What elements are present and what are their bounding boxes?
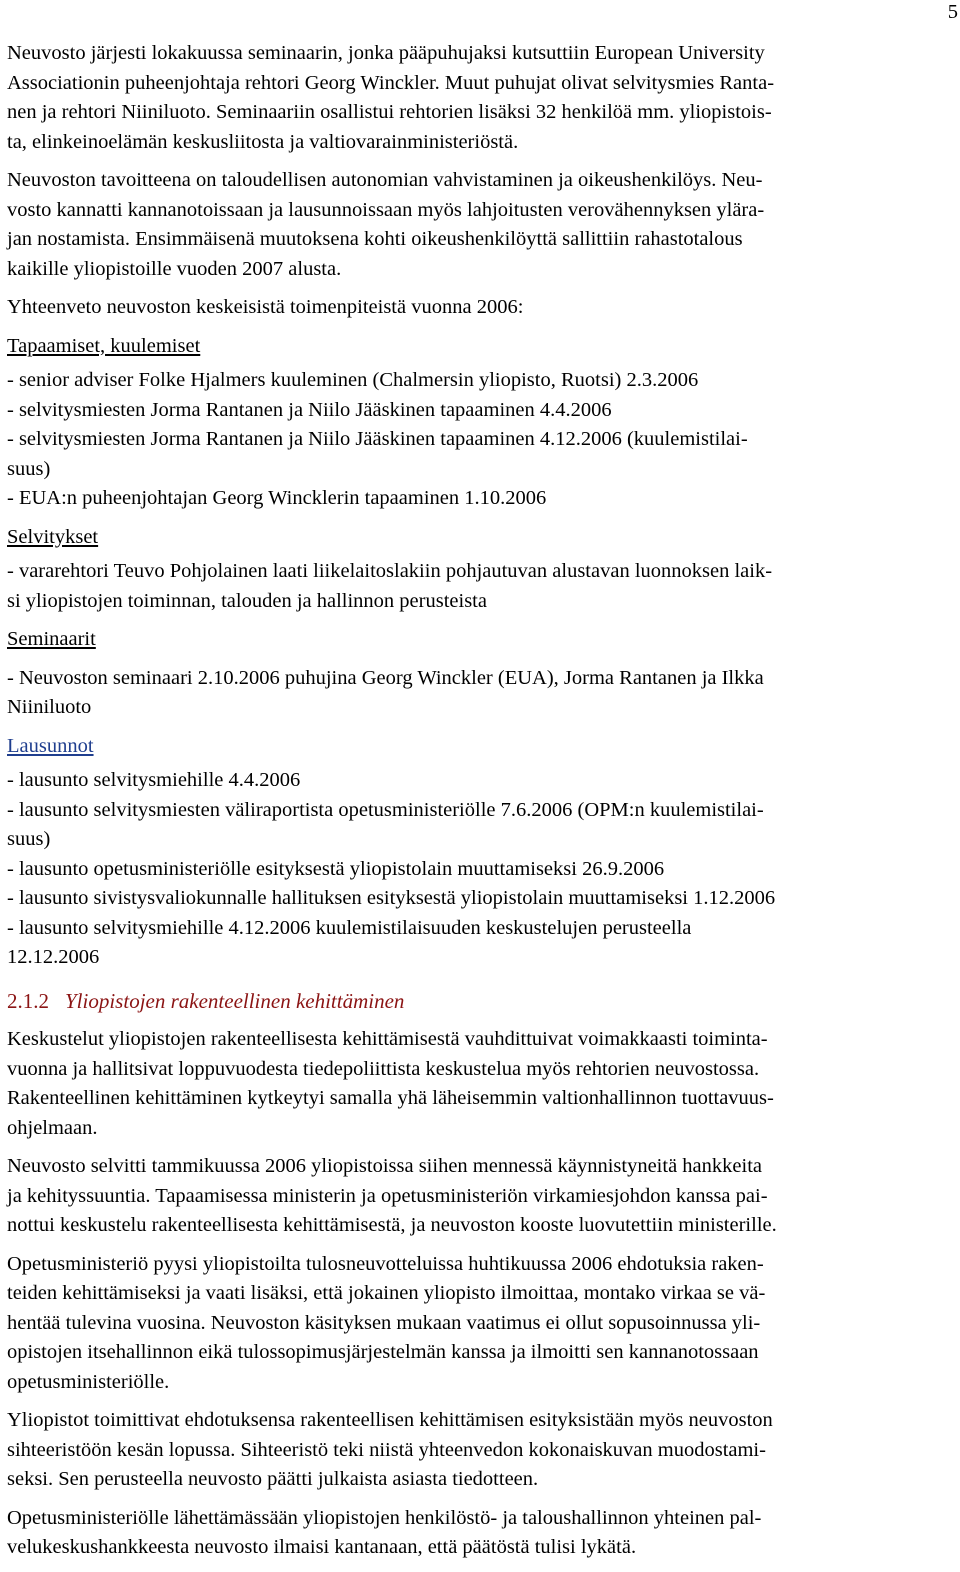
list-item: - lausunto opetusministeriölle esityksestä yliopistolain muuttamiseksi 26.9.2006 bbox=[7, 857, 665, 880]
list-item: suus) bbox=[7, 457, 51, 480]
list-item: - senior adviser Folke Hjalmers kuuleminen (Chalmersin yliopisto, Ruotsi) 2.3.2006 bbox=[7, 369, 699, 391]
text-line: nen ja rehtori Niiniluoto. Seminaariin osallistui rehtorien lisäksi 32 henkilöä mm. yliopistois- bbox=[7, 101, 772, 123]
list-item: - EUA:n puheenjohtajan Georg Wincklerin tapaaminen 1.10.2006 bbox=[7, 487, 547, 509]
list-item: - lausunto sivistysvaliokunnalle hallituksen esityksestä yliopistolain muuttamiseksi 1.12.2006 bbox=[7, 887, 776, 909]
heading-meetings: Tapaamiset, kuulemiset bbox=[7, 334, 201, 357]
list-item: Niiniluoto bbox=[7, 696, 92, 718]
text-line: kaikille yliopistoille vuoden 2007 alusta. bbox=[7, 257, 342, 280]
paragraph-service-center bbox=[7, 1504, 955, 1563]
list-meetings bbox=[7, 366, 955, 514]
list-item: si yliopistojen toiminnan, talouden ja hallinnon perusteista bbox=[7, 589, 487, 612]
paragraph-university-proposals bbox=[7, 1406, 955, 1495]
paragraph-structural-discussion bbox=[7, 1025, 955, 1143]
text-line: Neuvosto selvitti tammikuussa 2006 yliopistoissa siihen mennessä käynnistyneitä hankkeita bbox=[7, 1155, 762, 1177]
text-line: Neuvoston tavoitteena on taloudellisen autonomian vahvistaminen ja oikeushenkilöys. Neu- bbox=[7, 169, 763, 191]
text-line: jan nostamista. Ensimmäisenä muutoksena kohti oikeushenkilöyttä sallittiin rahastotalous bbox=[7, 228, 743, 250]
text-line: opetusministeriölle. bbox=[7, 1370, 170, 1393]
text-line: teiden kehittämiseksi ja vaati lisäksi, että jokainen yliopisto ilmoittaa, montako virkaa se vä- bbox=[7, 1282, 766, 1304]
text-line: seksi. Sen perusteella neuvosto päätti julkaista asiasta tiedotteen. bbox=[7, 1468, 539, 1490]
text-line: nottui keskustelu rakenteellisesta kehittämisestä, ja neuvoston kooste luovutettiin ministerille. bbox=[7, 1214, 777, 1236]
list-seminars bbox=[7, 664, 955, 723]
text-line: opistojen itsehallinnon eikä tulossopimusjärjestelmän kanssa ja ilmoitti sen kannanotossaan bbox=[7, 1341, 759, 1363]
paragraph-ministry-request bbox=[7, 1250, 955, 1398]
text-line: Yhteenveto neuvoston keskeisistä toimenpiteistä vuonna 2006: bbox=[7, 296, 524, 318]
text-line: ta, elinkeinoelämän keskusliitosta ja valtiovarainministeriöstä. bbox=[7, 130, 519, 153]
document-body bbox=[7, 39, 955, 1572]
list-item: - vararehtori Teuvo Pohjolainen laati liikelaitoslakiin pohjautuvan alustavan luonnoksen laik- bbox=[7, 560, 773, 582]
page-number: 5 bbox=[947, 1, 958, 23]
text-line: velukeskushankkeesta neuvosto ilmaisi kantanaan, että päätöstä tulisi lykätä. bbox=[7, 1536, 637, 1558]
text-line: ja kehityssuuntia. Tapaamisessa ministerin ja opetusministeriön virkamiesjohdon kanssa pai- bbox=[7, 1184, 768, 1207]
paragraph-january-survey bbox=[7, 1152, 955, 1241]
list-item: 12.12.2006 bbox=[7, 946, 100, 968]
list-item: - lausunto selvitysmiehille 4.4.2006 bbox=[7, 769, 301, 791]
text-line: Keskustelut yliopistojen rakenteellisesta kehittämisestä vauhdittuivat voimakkaasti toiminta- bbox=[7, 1028, 768, 1050]
list-statements bbox=[7, 766, 955, 973]
text-line: sihteeristöön kesän lopussa. Sihteeristö teki niistä yhteenvedon kokonaiskuvan muodostami- bbox=[7, 1438, 766, 1461]
section-number: 2.1.2 bbox=[7, 988, 49, 1013]
text-line: Yliopistot toimittivat ehdotuksensa rakenteellisen kehittämisen esityksistään myös neuvoston bbox=[7, 1409, 773, 1431]
heading-reports: Selvitykset bbox=[7, 525, 99, 548]
list-item: - lausunto selvitysmiehille 4.12.2006 kuulemistilaisuuden keskustelujen perusteella bbox=[7, 916, 692, 939]
text-line: Opetusministeriölle lähettämässään yliopistojen henkilöstö- ja taloushallinnon yhteinen pal- bbox=[7, 1506, 762, 1529]
list-item: - selvitysmiesten Jorma Rantanen ja Niilo Jääskinen tapaaminen 4.12.2006 (kuulemistilai- bbox=[7, 428, 748, 450]
text-line: Rakenteellinen kehittäminen kytkeytyi samalla yhä läheisemmin valtionhallinnon tuottavuus- bbox=[7, 1087, 774, 1109]
list-item: - lausunto selvitysmiesten väliraportista opetusministeriölle 7.6.2006 (OPM:n kuulemistilai- bbox=[7, 798, 764, 821]
text-line: Associationin puheenjohtaja rehtori Georg Winckler. Muut puhujat olivat selvitysmies Ranta- bbox=[7, 71, 775, 94]
paragraph-autonomy bbox=[7, 166, 955, 284]
section-title-text: Yliopistojen rakenteellinen kehittäminen bbox=[65, 988, 405, 1013]
list-item: - Neuvoston seminaari 2.10.2006 puhujina Georg Winckler (EUA), Jorma Rantanen ja Ilkka bbox=[7, 666, 764, 689]
heading-statements[interactable]: Lausunnot bbox=[7, 734, 94, 757]
paragraph-summary-intro bbox=[7, 293, 955, 323]
text-line: hentää tulevina vuosina. Neuvoston käsityksen mukaan vaatimus ei ollut sopusoinnussa yli- bbox=[7, 1311, 761, 1334]
text-line: vuonna ja hallitsivat loppuvuodesta tiedepoliittista keskustelua myös rehtorien neuvostossa. bbox=[7, 1057, 760, 1080]
text-line: vosto kannatti kannanotoissaan ja lausunnoissaan myös lahjoitusten verovähennyksen ylära- bbox=[7, 198, 765, 221]
heading-seminars: Seminaarit bbox=[7, 628, 96, 650]
text-line: ohjelmaan. bbox=[7, 1116, 98, 1139]
list-item: - selvitysmiesten Jorma Rantanen ja Niilo Jääskinen tapaaminen 4.4.2006 bbox=[7, 398, 612, 421]
list-item: suus) bbox=[7, 828, 51, 850]
paragraph-seminar bbox=[7, 39, 955, 157]
section-title bbox=[7, 987, 955, 1017]
list-reports bbox=[7, 557, 955, 616]
text-line: Opetusministeriö pyysi yliopistoilta tulosneuvotteluissa huhtikuussa 2006 ehdotuksia raken- bbox=[7, 1252, 764, 1275]
text-line: Neuvosto järjesti lokakuussa seminaarin, jonka pääpuhujaksi kutsuttiin European University bbox=[7, 42, 765, 64]
